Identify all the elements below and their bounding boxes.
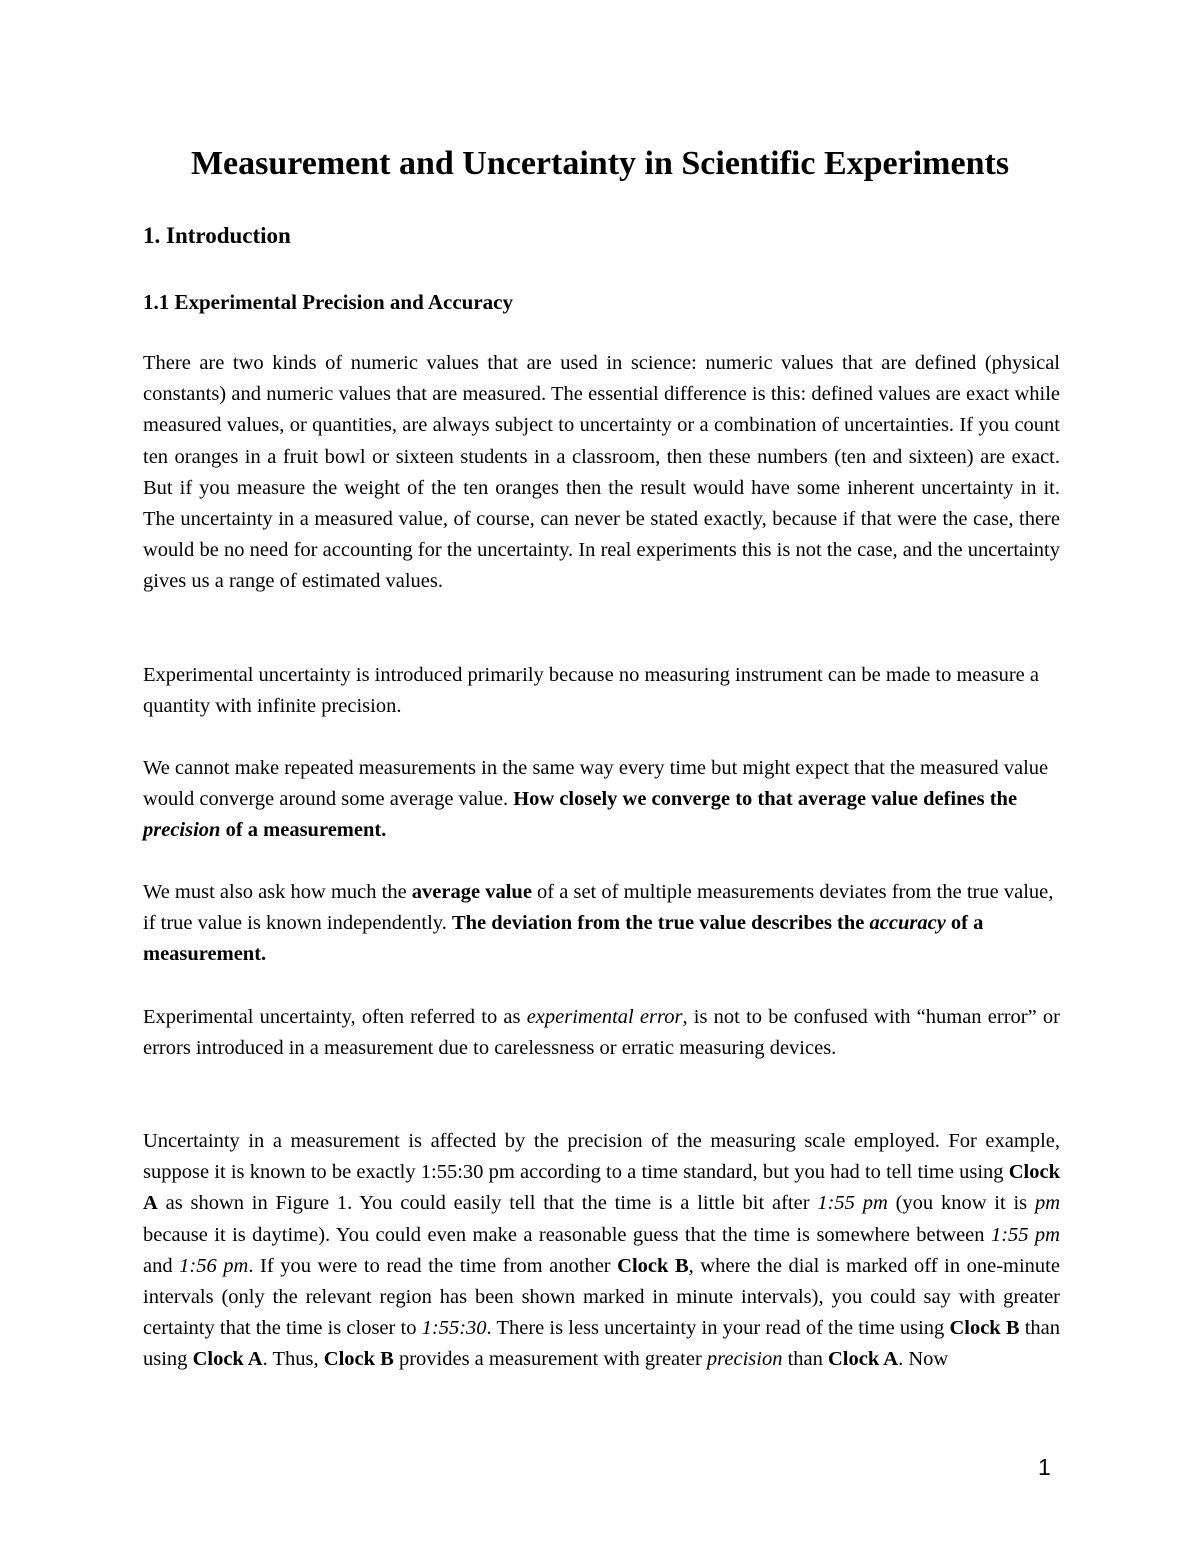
paragraph-text: Experimental uncertainty, often referred to as (143, 1006, 527, 1028)
clock-b-label: Clock B (323, 1348, 394, 1371)
italic-time: 1:55 pm (990, 1223, 1060, 1246)
paragraph-text: Uncertainty in a measurement is affected by the precision of the measuring scale employed. For example, suppose it is known to be exactly 1:55:30 pm according to a time standard, but you had to tell time using (143, 1130, 1060, 1184)
bold-text: of a measurement. (220, 819, 387, 842)
paragraph-text: as shown in Figure 1. You could easily tell that the time is a little bit after (157, 1192, 818, 1215)
bold-text: The deviation from the true value describes the (451, 912, 870, 935)
paragraph-experimental-uncertainty: Experimental uncertainty is introduced primarily because no measuring instrument can be made to measure a quantity with infinite precision. (143, 664, 1039, 718)
bold-text: How closely we converge to that average value defines the (513, 788, 1018, 811)
page-number: 1 (1038, 1454, 1051, 1480)
paragraph-text: , where the dial is marked off in one-minute intervals (only the relevant region has been shown marked in minute intervals), you could say with greater certainty that the time is closer to (143, 1254, 1060, 1340)
paragraph-text: . If you were to read the time from another (248, 1254, 618, 1277)
paragraph-text: . There is less uncertainty in your read of the time using (486, 1317, 950, 1340)
italic-pm: pm (1034, 1192, 1061, 1215)
term-experimental-error: experimental error (526, 1006, 683, 1028)
paragraph-numeric-values: There are two kinds of numeric values that are used in science: numeric values that are defined (physical constants) and numeric values that are measured. The essential difference is this: defined values are exact while measured values, or quantities, are always subject to uncertainty or a combination of uncertainties. If you count ten oranges in a fruit bowl or sixteen students in a classroom, then these numbers (ten and sixteen) are exact. But if you measure the weight of the ten oranges then the result would have some inherent uncertainty in it. The uncertainty in a measured value, of course, can never be stated exactly, because if that were the case, there would be no need for accounting for the uncertainty. In real experiments this is not the case, and the uncertainty gives us a range of estimated values. (143, 352, 1060, 593)
clock-a-label: Clock A (192, 1348, 263, 1371)
paragraph-text: because it is daytime). You could even make a reasonable guess that the time is somewhere between (143, 1223, 991, 1246)
clock-a-label: Clock A (828, 1348, 899, 1371)
paragraph-precision (143, 753, 1060, 847)
subsection-heading: 1.1 Experimental Precision and Accuracy (143, 290, 513, 314)
paragraph-text: than (782, 1348, 828, 1371)
paragraph-text: . Now (898, 1348, 949, 1371)
paragraph-text: , is not to be confused with “human error” or errors introduced in a measurement due to carelessness or erratic measuring devices. (143, 1006, 1060, 1060)
italic-time: 1:55:30 (421, 1317, 487, 1340)
paragraph-accuracy (143, 877, 1060, 971)
italic-time: 1:55 pm (817, 1192, 888, 1215)
paragraph-text: We must also ask how much the (143, 881, 412, 903)
section-heading: 1. Introduction (143, 223, 291, 248)
paragraph-text: We cannot make repeated measurements in the same way every time but might expect that the measured value would converge around some average value. (143, 757, 1049, 811)
clock-b-label: Clock B (949, 1317, 1020, 1340)
clock-a-label: Clock A (143, 1161, 1060, 1215)
term-accuracy: accuracy (869, 912, 946, 935)
clock-b-label: Clock B (617, 1254, 689, 1277)
paragraph-experimental-error (143, 1002, 1060, 1064)
paragraph-text: . Thus, (262, 1348, 324, 1371)
bold-text: of a measurement. (143, 912, 984, 966)
term-average-value: average value (411, 881, 532, 903)
paragraph-clock-example (143, 1126, 1060, 1376)
paragraph-text: of a set of multiple measurements deviates from the true value, if true value is known independently. (143, 881, 1054, 935)
term-precision: precision (143, 819, 221, 842)
italic-time: 1:56 pm (179, 1254, 249, 1277)
paragraph-text: than using (143, 1317, 1061, 1371)
paragraph-text: provides a measurement with greater (393, 1348, 707, 1371)
term-precision: precision (706, 1348, 783, 1371)
paragraph-text: (you know it is (887, 1192, 1035, 1215)
paragraph-text: and (143, 1254, 180, 1277)
document-title: Measurement and Uncertainty in Scientific Experiments (190, 145, 1010, 182)
